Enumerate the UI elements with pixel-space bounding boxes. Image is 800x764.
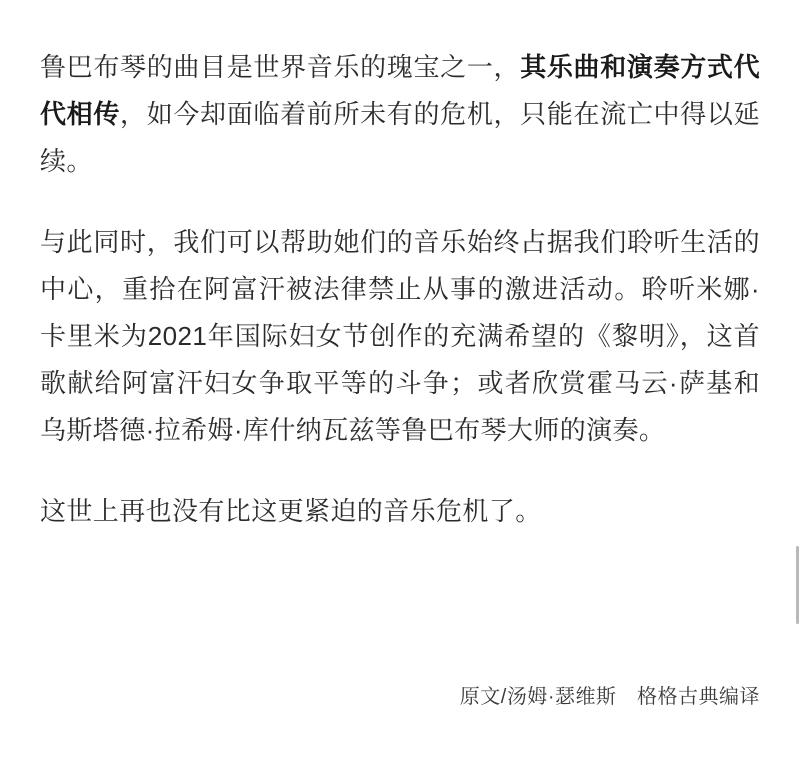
scrollbar-track[interactable]	[796, 0, 800, 764]
text-run: ，如今却面临着前所未有的危机，只能在流亡中得以延续。	[40, 99, 760, 176]
article-credit: 原文/汤姆·瑟维斯 格格古典编译	[459, 686, 760, 708]
text-run: 这世上再也没有比这更紧迫的音乐危机了。	[40, 496, 542, 526]
text-run: 与此同时，我们可以帮助她们的音乐始终占据我们聆听生活的中心，重拾在阿富汗被法律禁止从事的激进活动。聆听米娜·卡里米为2021年国际妇女节创作的充满希望的《黎明》，这首歌献给阿富汗妇女争取平等的斗争；或者欣赏霍马云·萨基和乌斯塔德·拉希姆·库什纳瓦兹等鲁巴布琴大师的演奏。	[40, 227, 760, 445]
paragraph-1	[40, 44, 760, 185]
paragraph-3	[40, 488, 760, 535]
scrollbar-thumb[interactable]	[796, 546, 799, 624]
text-run-bold: 其乐曲和演奏方式代代相传	[40, 52, 760, 129]
text-run: 鲁巴布琴的曲目是世界音乐的瑰宝之一，	[40, 52, 521, 82]
paragraph-2	[40, 219, 760, 454]
